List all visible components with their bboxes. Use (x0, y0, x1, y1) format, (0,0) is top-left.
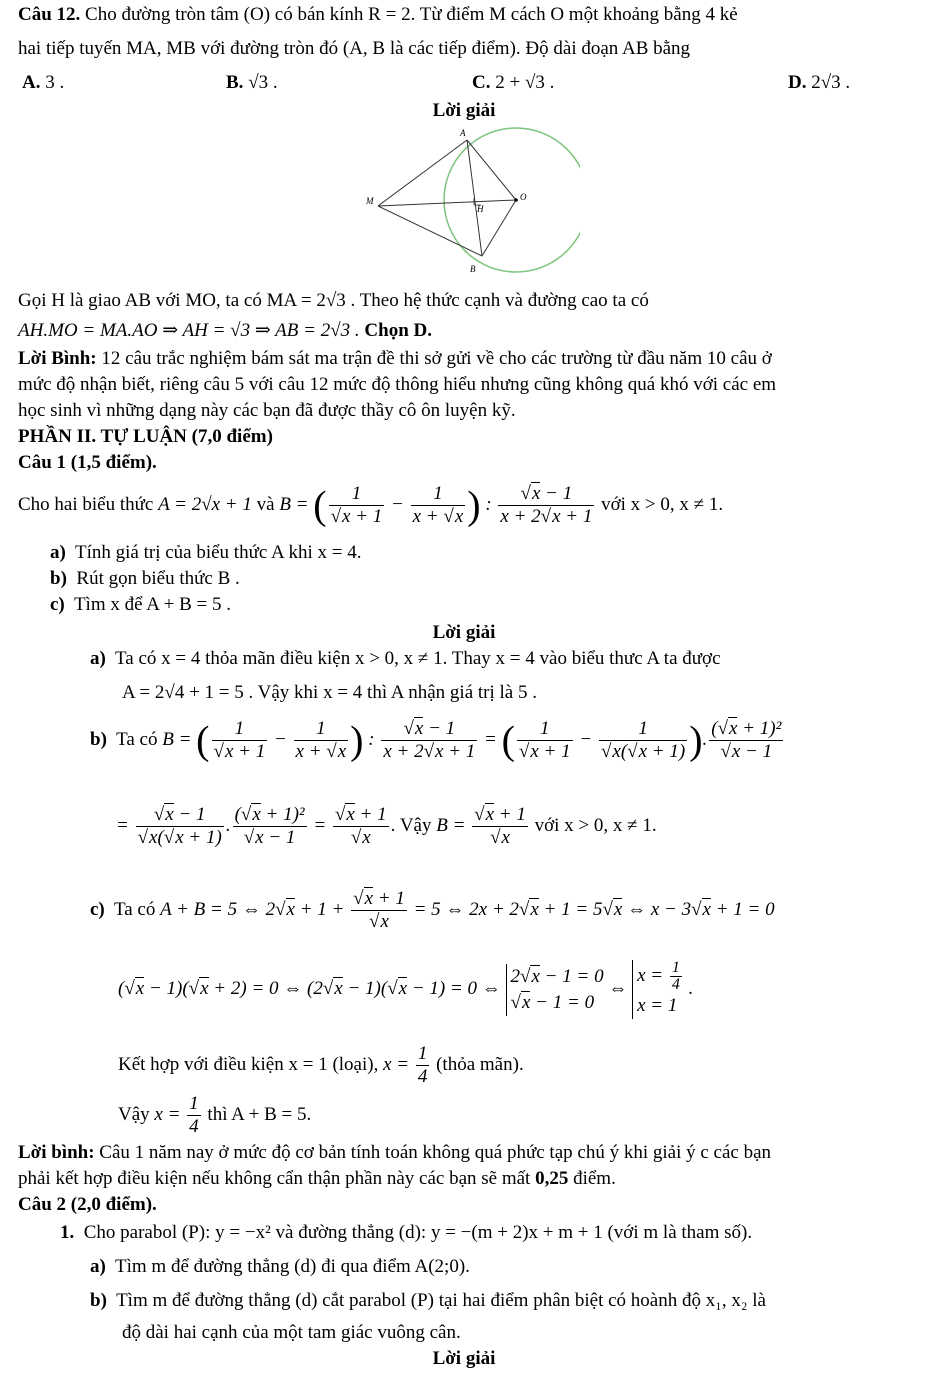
part2-heading: PHẦN II. TỰ LUẬN (7,0 điểm) (18, 426, 273, 447)
c2-item1 (60, 1222, 752, 1244)
c2-a (90, 1256, 470, 1278)
c1-comment-line1 (18, 1142, 771, 1164)
q12-choice: Chọn D. (364, 320, 432, 341)
expr-b: B = ( $\frac{1}{√x + 1}$ − $\frac{1}{x + √x}$ ) : $\frac{√x - 1}{x + 2√x + 1}$ (279, 482, 593, 528)
sol-c-key: c) (90, 899, 105, 920)
c1-sol-b-line1 (90, 714, 785, 766)
q12-sol-line1: Gọi H là giao AB với MO, ta có MA = 2√3 . Theo hệ thức cạnh và đường cao ta có (18, 290, 649, 311)
c2-solution-heading: Lời giải (432, 1348, 496, 1369)
option-c-key: C. (472, 72, 491, 93)
c2-a-text: Tìm m để đường thẳng (d) đi qua điểm A(2;0). (115, 1256, 470, 1277)
c1-comment-text2: phải kết hợp điều kiện nếu không cẩn thận phần này các bạn sẽ mất (18, 1168, 536, 1189)
sol-c-formula2: (√x − 1)(√x + 2) = 0 ⇔ (2√x − 1)(√x − 1) = 0 ⇔ 2√x − 1 = 0 √x − 1 = 0 ⇔ x = $\frac{1}{4}$ x = 1 . (118, 978, 693, 999)
label-o: O (520, 192, 527, 202)
option-b-value: √3 . (248, 72, 278, 93)
sol-c-combine: Kết hợp với điều kiện x = 1 (loại), (118, 1054, 379, 1075)
option-d-value: 2√3 . (811, 72, 851, 93)
tangent-figure (360, 126, 580, 278)
c2-b-key: b) (90, 1290, 107, 1311)
label-m: M (366, 196, 374, 206)
task-a-text: Tính giá trị của biểu thức A khi x = 4. (75, 542, 362, 563)
c2-item1-key: 1. (60, 1222, 75, 1243)
q12-option-d (788, 72, 850, 94)
c1-comment-line2 (18, 1168, 616, 1190)
sol-a-text1: Ta có x = 4 thỏa mãn điều kiện x > 0, x ≠ 1. Thay x = 4 vào biểu thưc A ta được (115, 648, 721, 669)
sol-b-result-prefix: . Vậy (390, 815, 432, 836)
segment-ab (467, 140, 482, 256)
task-a-key: a) (50, 542, 66, 563)
point-o (514, 198, 518, 202)
task-c-key: c) (50, 594, 65, 615)
sol-c-prefix: Ta có (113, 899, 156, 920)
c1-sol-c-line2 (118, 960, 693, 1019)
q12-option-c (472, 72, 554, 94)
c2-title: Câu 2 (2,0 điểm). (18, 1194, 157, 1215)
sol-c-conclusion-suffix: thì A + B = 5. (207, 1104, 312, 1125)
q12-comment-line2: mức độ nhận biết, riêng câu 5 với câu 12 mức độ thông hiểu nhưng cũng không quá khó với các em (18, 374, 777, 395)
c1-solution-heading: Lời giải (432, 622, 496, 643)
sol-b-formula2: = $\frac{√x - 1}{√x(√x + 1)}$ . $\frac{\text{(√x + 1)²}}{√x - 1}$ = $\frac{√x + 1}{√x}$ (116, 804, 387, 849)
c1-task-c (50, 594, 231, 616)
c1-and: và (256, 494, 275, 515)
q12-line2: hai tiếp tuyến MA, MB với đường tròn đó (A, B là các tiếp điểm). Độ dài đoạn AB bằng (18, 38, 691, 59)
sol-a-key: a) (90, 648, 106, 669)
tangent-mb (378, 206, 482, 256)
sol-c-conclusion-prefix: Vậy (118, 1104, 150, 1125)
q12-option-a (22, 72, 64, 94)
c1-intro (18, 480, 723, 530)
sol-c-x-quarter: x = $\frac{1}{4}$ (383, 1043, 428, 1088)
c1-task-a (50, 542, 361, 564)
sol-c-conclusion-x: x = $\frac{1}{4}$ (154, 1093, 199, 1138)
c1-cond: với x > 0, x ≠ 1. (601, 494, 724, 515)
option-a-key: A. (22, 72, 41, 93)
q12-line1 (18, 4, 738, 26)
segment-ao (467, 140, 516, 200)
c1-task-b (50, 568, 240, 590)
c2-b-text1: Tìm m để đường thẳng (d) cắt parabol (P) tại hai điểm phân biệt có hoành độ x₁, x₂ là (116, 1290, 766, 1311)
c1-comment-text2-suffix: điểm. (568, 1168, 616, 1189)
sol-b-cond: với x > 0, x ≠ 1. (534, 815, 657, 836)
expr-a: A = 2√x + 1 (158, 494, 252, 515)
sol-b-result: B = $\frac{√x + 1}{√x}$ (436, 804, 526, 849)
option-a-value: 3 . (45, 72, 65, 93)
q12-option-b (226, 72, 278, 94)
sol-c-ok: (thỏa mãn). (436, 1054, 524, 1075)
q12-comment-line1 (18, 348, 772, 370)
c1-sol-c-line3 (118, 1040, 524, 1090)
c1-intro-prefix: Cho hai biểu thức (18, 494, 154, 515)
q12-sol-line2 (18, 320, 432, 342)
c2-b-line1 (90, 1290, 766, 1312)
segment-mo (378, 200, 516, 206)
option-b-key: B. (226, 72, 244, 93)
q12-comment-label: Lời Bình: (18, 348, 97, 369)
q12-title: Câu 12. (18, 4, 81, 25)
sol-b-key: b) (90, 729, 107, 750)
label-a: A (460, 128, 466, 138)
segment-bo (482, 200, 516, 256)
c1-sol-c-line1 (90, 884, 775, 936)
label-b: B (470, 264, 476, 274)
c1-title: Câu 1 (1,5 điểm). (18, 452, 157, 473)
task-c-text: Tìm x để A + B = 5 . (73, 594, 232, 615)
c1-comment-text1: Câu 1 năm nay ở mức độ cơ bản tính toán không quá phức tạp chú ý khi giải ý c các bạn (94, 1142, 772, 1163)
c2-a-key: a) (90, 1256, 106, 1277)
c1-sol-b-line2 (116, 800, 657, 852)
sol-b-prefix: Ta có (116, 729, 158, 750)
c1-comment-label: Lời bình: (18, 1142, 95, 1163)
c1-sol-a-line2: A = 2√4 + 1 = 5 . Vậy khi x = 4 thì A nhận giá trị là 5 . (122, 682, 537, 703)
q12-sol-formula: AH.MO = MA.AO ⇒ AH = √3 ⇒ AB = 2√3 . (18, 320, 360, 341)
sol-c-formula1: A + B = 5 ⇔ 2√x + 1 + $\frac{√x + 1}{√x}$ = 5 ⇔ 2x + 2√x + 1 = 5√x ⇔ x − 3√x + 1 = 0 (160, 888, 775, 933)
option-c-value: 2 + √3 . (495, 72, 555, 93)
q12-text1: Cho đường tròn tâm (O) có bán kính R = 2. Từ điểm M cách O một khoảng bằng 4 kẻ (85, 4, 738, 25)
task-b-text: Rút gọn biểu thức B . (76, 568, 240, 589)
c2-b-line2: độ dài hai cạnh của một tam giác vuông cân. (122, 1322, 461, 1343)
label-h: H (477, 204, 484, 214)
c1-comment-points: 0,25 (535, 1168, 569, 1189)
q12-comment-line3: học sinh vì những dạng này các bạn đã được thầy cô ôn luyện kỹ. (18, 400, 516, 421)
task-b-key: b) (50, 568, 67, 589)
q12-comment-text1: 12 câu trắc nghiệm bám sát ma trận đề thi sở gửi về cho các trường từ đầu năm 10 câu ở (96, 348, 772, 369)
q12-solution-heading: Lời giải (432, 100, 496, 121)
tangent-ma (378, 140, 467, 206)
c1-sol-c-line4 (118, 1090, 311, 1140)
c1-sol-a-line1 (90, 648, 721, 670)
sol-b-formula1: B = ( $\frac{1}{√x + 1}$ − $\frac{1}{x + √x}$ ) : $\frac{√x - 1}{x + 2√x + 1}$ = ( $\frac{1}{√x + 1}$ − $\frac{1}{√x(√x + 1)}$ ). $\frac{\text{(√x + 1)²}}{√x - 1}$ (162, 717, 782, 763)
option-d-key: D. (788, 72, 807, 93)
c2-item1-text: Cho parabol (P): y = −x² và đường thẳng (d): y = −(m + 2)x + m + 1 (với m là tham số). (83, 1222, 753, 1243)
